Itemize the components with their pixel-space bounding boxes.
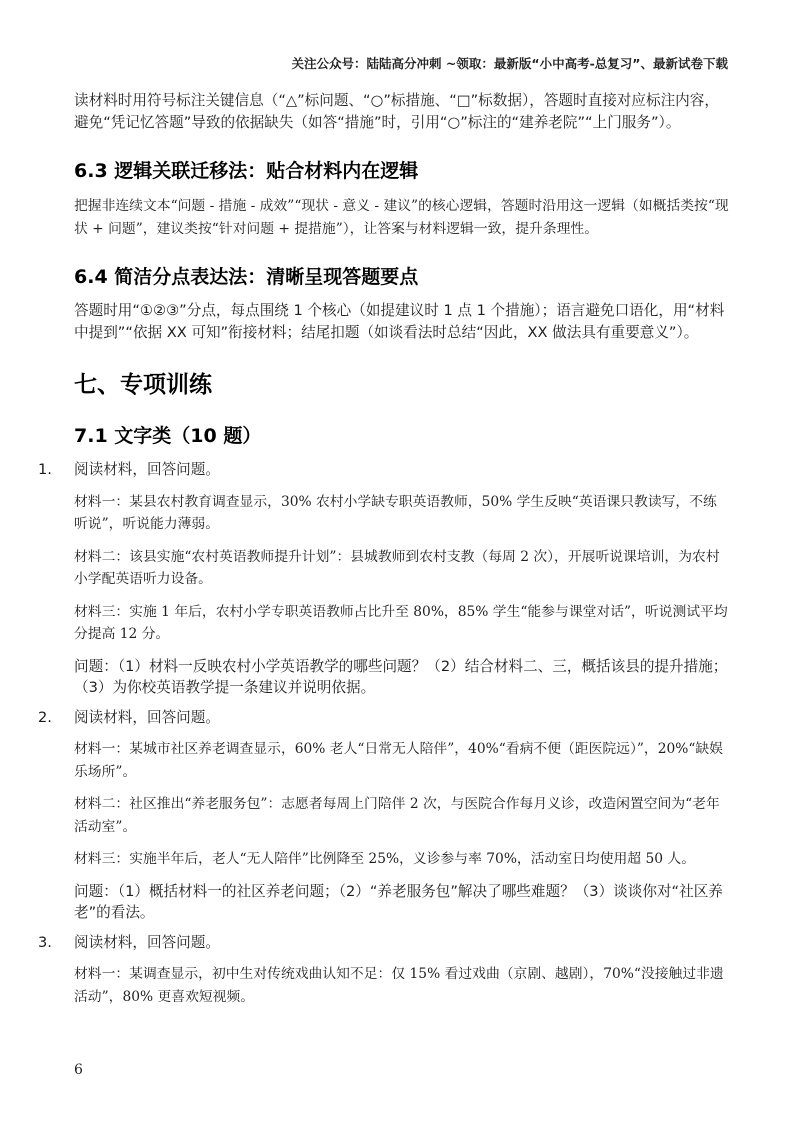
question-prompt: 阅读材料，回答问题。 (74, 933, 220, 951)
question-material: 材料一：某调查显示，初中生对传统戏曲认知不足：仅 15% 看过戏曲（京剧、越剧），70%“没接触过非遗活动”，80% 更喜欢短视频。 (74, 966, 724, 1005)
section-6-4-title: 6.4 简洁分点表达法：清晰呈现答题要点 (74, 266, 419, 288)
question-material: 材料一：某县农村教育调查显示，30% 农村小学缺专职英语教师，50% 学生反映“英语课只教读写，不练听说”，听说能力薄弱。 (74, 493, 717, 532)
page-content (38, 90, 730, 1008)
question-prompt: 阅读材料，回答问题。 (74, 461, 220, 478)
section-6-4-body: 答题时用“①②③”分点，每点围绕 1 个核心（如提建议时 1 点 1 个措施）；语言避免口语化，用“材料中提到”“依据 XX 可知”衔接材料；结尾扣题（如谈看法时总结“因此，XX 做法具有重要意义”）。 (74, 302, 725, 341)
question-item (38, 459, 730, 699)
page-header: 关注公众号：陆陆高分冲刺 ~领取：最新版“小中高考-总复习”、最新试卷下载 (291, 56, 728, 71)
question-material: 材料三：实施半年后，老人“无人陪伴”比例降至 25%，义诊参与率 70%，活动室日均使用超 50 人。 (74, 851, 696, 867)
question-item (38, 707, 730, 924)
question-prompt: 阅读材料，回答问题。 (74, 708, 220, 726)
section-6-3-title: 6.3 逻辑关联迁移法：贴合材料内在逻辑 (74, 160, 419, 182)
section-7-1-title: 7.1 文字类（10 题） (74, 425, 262, 447)
question-material: 材料二：该县实施“农村英语教师提升计划”：县城教师到农村支教（每周 2 次），开展听说课培训，为农村小学配英语听力设备。 (74, 548, 720, 587)
section-6-3-body: 把握非连续文本“问题 - 措施 - 成效”“现状 - 意义 - 建议”的核心逻辑，答题时沿用这一逻辑（如概括类按“现状 + 问题”，建议类按“针对问题 + 提措施”），让答案与材料逻辑一致，提升条理性。 (74, 198, 729, 237)
intro-paragraph: 读材料时用符号标注关键信息（“△”标问题、“○”标措施、“□”标数据），答题时直接对应标注内容，避免“凭记忆答题”导致的依据缺失（如答“措施”时，引用“○”标注的“建养老院”“上门服务”）。 (74, 92, 719, 131)
question-number: 3. (38, 933, 52, 951)
page-number: 6 (74, 1062, 83, 1078)
question-material: 材料三：实施 1 年后，农村小学专职英语教师占比升至 80%，85% 学生“能参与课堂对话”，听说测试平均分提高 12 分。 (74, 603, 728, 642)
question-material: 材料二：社区推出“养老服务包”：志愿者每周上门陪伴 2 次，与医院合作每月义诊，改造闲置空间为“老年活动室”。 (74, 796, 720, 835)
question-text: 问题：（1）材料一反映农村小学英语教学的哪些问题？（2）结合材料二、三，概括该县的提升措施；（3）为你校英语教学提一条建议并说明依据。 (74, 657, 728, 696)
question-text: 问题：（1）概括材料一的社区养老问题；（2）“养老服务包”解决了哪些难题？（3）谈谈你对“社区养老”的看法。 (74, 882, 723, 921)
question-material: 材料一：某城市社区养老调查显示，60% 老人“日常无人陪伴”，40%“看病不便（距医院远）”，20%“缺娱乐场所”。 (74, 741, 724, 780)
question-number: 1. (38, 461, 52, 478)
chapter-7-title: 七、专项训练 (74, 372, 212, 398)
question-item (38, 932, 730, 1009)
question-number: 2. (38, 708, 52, 726)
